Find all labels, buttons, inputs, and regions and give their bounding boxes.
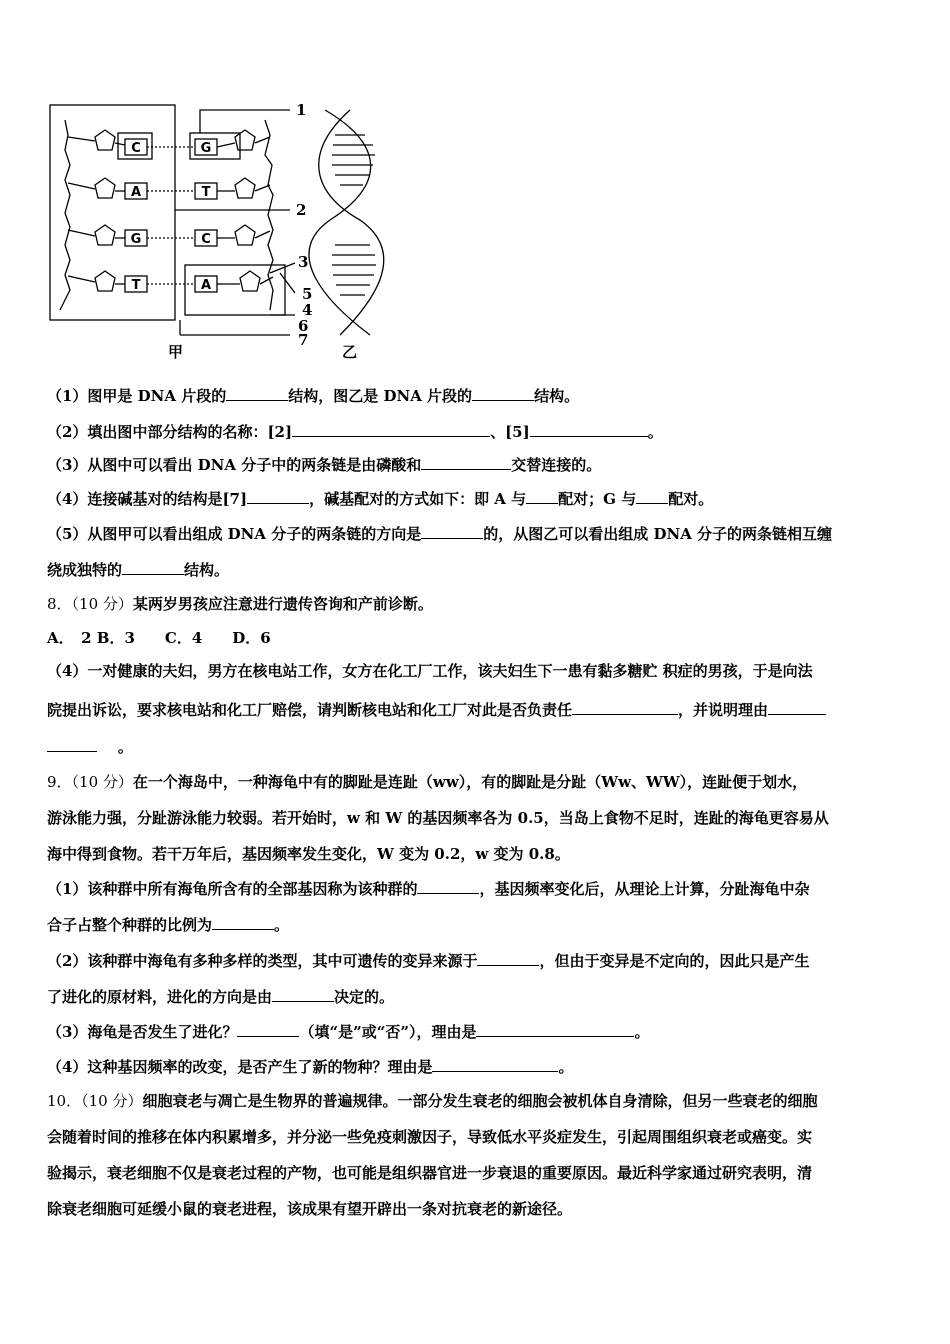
q9-part2-cont: 了进化的原材料，进化的方向是由 决定的。 bbox=[47, 988, 395, 1006]
dna-structure-figure bbox=[40, 95, 440, 365]
blank[interactable] bbox=[212, 915, 274, 930]
q9-stem: 9．（10 分）在一个海岛中，一种海龟中有的脚趾是连趾（ww），有的脚趾是分趾（Ww、WW），连趾便于划水， bbox=[47, 773, 808, 791]
q7-part3: （3）从图中可以看出 DNA 分子中的两条链是由磷酸和 交替连接的。 bbox=[47, 456, 602, 474]
dna-diagram bbox=[40, 95, 440, 365]
base-right-1: G bbox=[200, 141, 212, 156]
blank[interactable] bbox=[272, 987, 334, 1002]
blank[interactable] bbox=[530, 422, 648, 437]
base-left-1: C bbox=[131, 141, 141, 156]
blank[interactable] bbox=[122, 560, 184, 575]
sugar-left-2 bbox=[95, 178, 115, 198]
blank[interactable] bbox=[477, 951, 539, 966]
sugar-left-4 bbox=[95, 271, 115, 291]
base-left-3: G bbox=[130, 232, 142, 247]
q9-part2: （2）该种群中海龟有多种多样的类型，其中可遗传的变异来源于 ，但由于变异是不定向的，因此只是产生 bbox=[47, 952, 810, 970]
blank[interactable] bbox=[768, 700, 826, 715]
q7-part1: （1）图甲是 DNA 片段的 结构，图乙是 DNA 片段的 结构。 bbox=[47, 387, 580, 405]
label-jia: 甲 bbox=[168, 343, 184, 361]
q8-stem: 8．（10 分）某两岁男孩应注意进行遗传咨询和产前诊断。 bbox=[47, 595, 433, 613]
q7-part4: （4）连接碱基对的结构是[7] ，碱基配对的方式如下：即 A 与 配对；G 与 配对。 bbox=[47, 490, 714, 508]
q7-part2: （2）填出图中部分结构的名称：[2] 、[5] 。 bbox=[47, 423, 663, 441]
q10-stem-4: 除衰老细胞可延缓小鼠的衰老进程，该成果有望开辟出一条对抗衰老的新途径。 bbox=[47, 1200, 573, 1218]
q10-stem-2: 会随着时间的推移在体内积累增多，并分泌一些免疫刺激因子，导致低水平炎症发生，引起周围组织衰老或癌变。实 bbox=[47, 1128, 813, 1146]
q9-part1-cont: 合子占整个种群的比例为 。 bbox=[47, 916, 290, 934]
q10-stem: 10．（10 分）细胞衰老与凋亡是生物界的普遍规律。一部分发生衰老的细胞会被机体自身清除，但另一些衰老的细胞 bbox=[47, 1092, 818, 1110]
q9-part4: （4）这种基因频率的改变，是否产生了新的物种？理由是 。 bbox=[47, 1058, 574, 1076]
q10-stem-3: 验揭示，衰老细胞不仅是衰老过程的产物，也可能是组织器官进一步衰退的重要原因。最近科学家通过研究表明，清 bbox=[47, 1164, 813, 1182]
sugar-right-2 bbox=[235, 178, 255, 198]
callout-2: 2 bbox=[296, 201, 307, 219]
sugar-left-1 bbox=[95, 130, 115, 150]
q8-part4: （4）一对健康的夫妇，男方在核电站工作，女方在化工厂工作，该夫妇生下一患有黏多糖贮 积症的男孩，于是向法 bbox=[47, 662, 813, 680]
callout-5: 5 bbox=[302, 285, 313, 303]
blank[interactable] bbox=[421, 524, 483, 539]
blank[interactable] bbox=[417, 879, 479, 894]
base-right-4: A bbox=[200, 278, 212, 293]
blank[interactable] bbox=[247, 489, 309, 504]
base-right-3: C bbox=[201, 232, 211, 247]
blank[interactable] bbox=[572, 700, 678, 715]
q8-part4-cont: 院提出诉讼，要求核电站和化工厂赔偿，请判断核电站和化工厂对此是否负责任 ，并说明理由 bbox=[47, 700, 826, 720]
callout-6: 6 bbox=[298, 317, 309, 335]
callout-1: 1 bbox=[296, 101, 307, 119]
sugar-right-4 bbox=[240, 271, 260, 291]
base-left-2: A bbox=[130, 185, 142, 200]
blank[interactable] bbox=[472, 386, 534, 401]
blank[interactable] bbox=[47, 737, 97, 752]
blank[interactable] bbox=[476, 1022, 634, 1037]
sugar-right-3 bbox=[235, 225, 255, 245]
blank[interactable] bbox=[421, 455, 511, 470]
sugar-left-3 bbox=[95, 225, 115, 245]
callout-3: 3 bbox=[298, 253, 309, 271]
blank[interactable] bbox=[432, 1057, 558, 1072]
blank[interactable] bbox=[237, 1022, 299, 1037]
blank[interactable] bbox=[226, 386, 288, 401]
q7-part5-cont: 绕成独特的 结构。 bbox=[47, 561, 230, 579]
q9-stem-3: 海中得到食物。若干万年后，基因频率发生变化，W 变为 0.2，w 变为 0.8。 bbox=[47, 845, 570, 863]
callout-7: 7 bbox=[298, 331, 309, 349]
callout-4: 4 bbox=[302, 301, 313, 319]
q9-stem-2: 游泳能力强，分趾游泳能力较弱。若开始时，w 和 W 的基因频率各为 0.5，当岛上食物不足时，连趾的海龟更容易从 bbox=[47, 809, 829, 827]
blank[interactable] bbox=[526, 489, 558, 504]
base-right-2: T bbox=[201, 185, 211, 200]
blank[interactable] bbox=[636, 489, 668, 504]
label-yi: 乙 bbox=[342, 343, 358, 361]
blank[interactable] bbox=[292, 422, 490, 437]
base-left-4: T bbox=[131, 278, 141, 293]
q7-part5: （5）从图甲可以看出组成 DNA 分子的两条链的方向是 的，从图乙可以看出组成 DNA 分子的两条链相互缠 bbox=[47, 525, 833, 543]
q9-part3: （3）海龟是否发生了进化？ （填“是”或“否”），理由是 。 bbox=[47, 1023, 650, 1041]
q8-options: A． 2 B．3 C．4 D．6 bbox=[47, 629, 271, 647]
q9-part1: （1）该种群中所有海龟所含有的全部基因称为该种群的 ，基因频率变化后，从理论上计算，分趾海龟中杂 bbox=[47, 880, 810, 898]
q8-part4-end: 。 bbox=[47, 737, 133, 757]
